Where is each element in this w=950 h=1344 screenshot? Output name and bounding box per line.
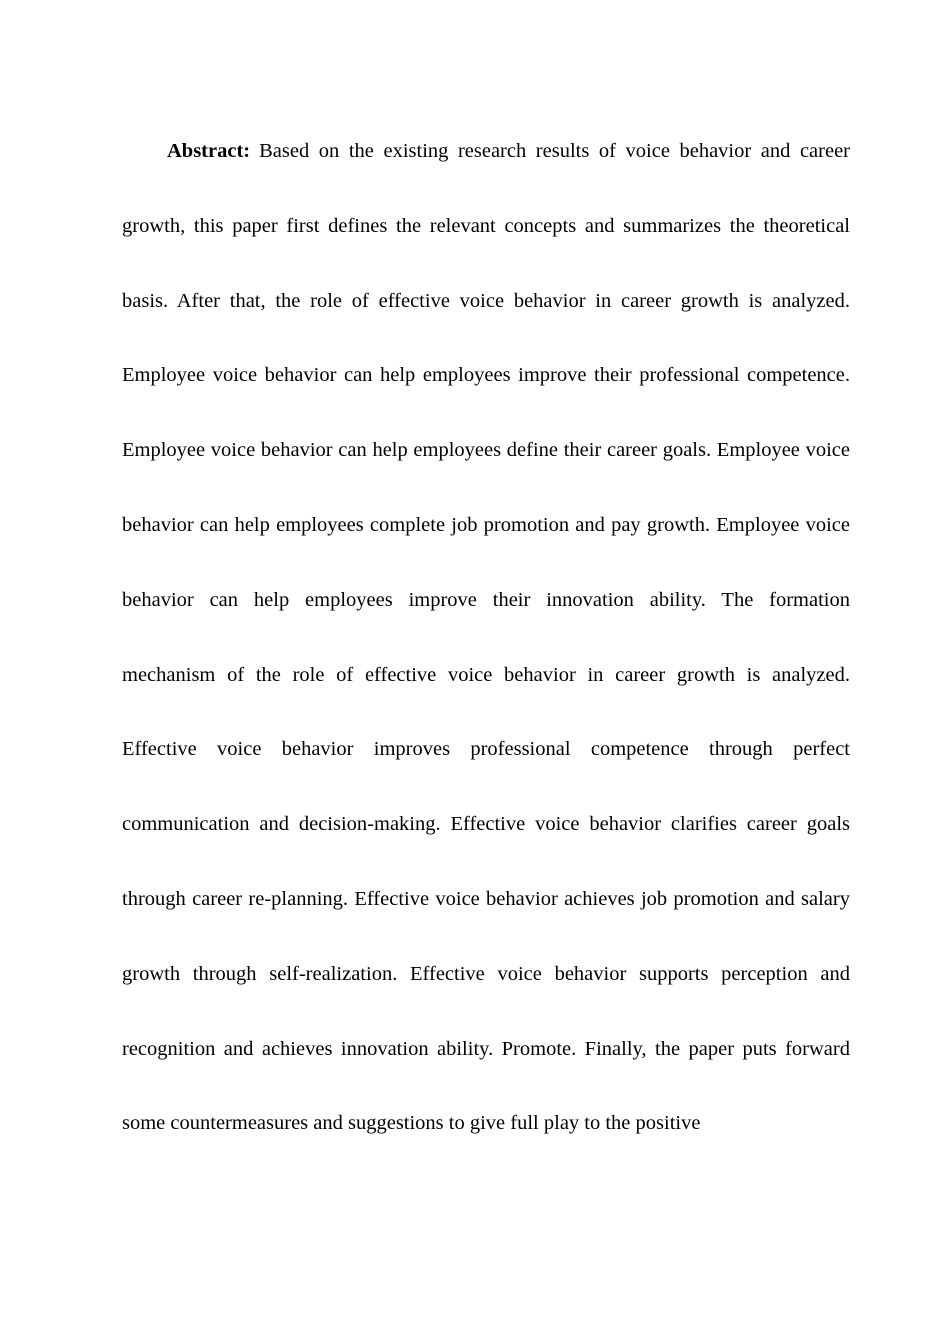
abstract-paragraph	[122, 114, 850, 1161]
abstract-text: Based on the existing research results of voice behavior and career growth, this paper first defines the relevant concepts and summarizes the theoretical basis. After that, the role of effective voice behavior in career growth is analyzed. Employee voice behavior can help employees improve their professional competence. Employee voice behavior can help employees define their career goals. Employee voice behavior can help employees complete job promotion and pay growth. Employee voice behavior can help employees improve their innovation ability. The formation mechanism of the role of effective voice behavior in career growth is analyzed. Effective voice behavior improves professional competence through perfect communication and decision-making. Effective voice behavior clarifies career goals through career re-planning. Effective voice behavior achieves job promotion and salary growth through self-realization. Effective voice behavior supports perception and recognition and achieves innovation ability. Promote. Finally, the paper puts forward some countermeasures and suggestions to give full play to the positive	[122, 140, 850, 1135]
abstract-label: Abstract:	[167, 140, 251, 162]
